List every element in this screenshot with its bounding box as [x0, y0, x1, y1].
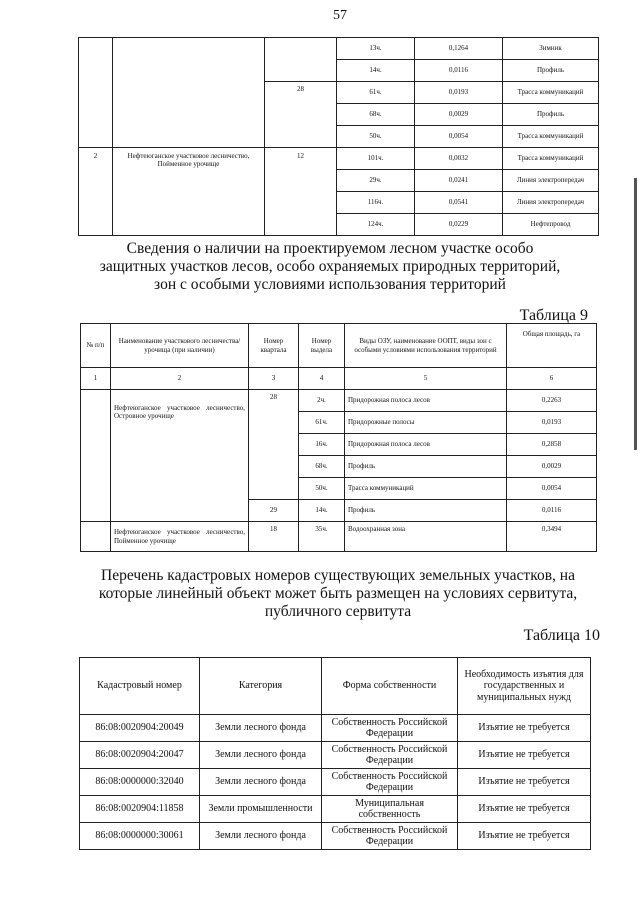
cell-plot: 61ч. [337, 82, 415, 104]
cell-category: Земли лесного фонда [200, 823, 322, 850]
cell-area: 0,2263 [507, 390, 597, 412]
header-cell: Кадастровый номер [80, 658, 200, 715]
table-row [79, 148, 599, 170]
cell-plot: 13ч. [337, 38, 415, 60]
cell-num [79, 38, 113, 148]
table9-header-row [81, 324, 597, 368]
scan-edge-line [634, 178, 637, 450]
cell-plot: 68ч. [337, 104, 415, 126]
cell-num [81, 522, 111, 552]
colnum-cell: 3 [249, 368, 299, 390]
table-row [80, 796, 591, 823]
cell-type: Профиль [345, 500, 507, 522]
cell-plot: 116ч. [337, 192, 415, 214]
page-number: 57 [333, 8, 347, 23]
cell-plot: 2ч. [299, 390, 345, 412]
header-cell: Номер выдела [299, 324, 345, 368]
cell-plot: 68ч. [299, 456, 345, 478]
cell-plot: 61ч. [299, 412, 345, 434]
cell-area: 0,1264 [415, 38, 503, 60]
cell-plot: 14ч. [337, 60, 415, 82]
section2-heading: Перечень кадастровых номеров существующих земельных участков, на которые линейный объект может быть размещен на условиях сервитута, публичного сервитута [98, 567, 578, 620]
cell-cadastral: 86:08:0000000:32040 [80, 769, 200, 796]
cell-area-name: Нефтеюганское участковое лесничество, Пойменное урочище [111, 522, 249, 552]
cell-plot: 50ч. [337, 126, 415, 148]
cell-area: 0,0116 [507, 500, 597, 522]
cell-area-name: Нефтеюганское участковое лесничество, Островное урочище [111, 390, 249, 522]
cell-need: Изъятие не требуется [458, 715, 591, 742]
cell-type: Трасса коммуникаций [345, 478, 507, 500]
table10-caption: Таблица 10 [523, 627, 600, 644]
cell-area: 0,0241 [415, 170, 503, 192]
cell-plot: 35ч. [299, 522, 345, 552]
cell-area-name: Нефтеюганское участковое лесничество, Пойменное урочище [113, 148, 265, 236]
cell-num: 2 [79, 148, 113, 236]
cell-plot: 29ч. [337, 170, 415, 192]
cell-quarter: 18 [249, 522, 299, 552]
cell-purpose: Линия электропередач [503, 170, 599, 192]
cell-area: 0,2858 [507, 434, 597, 456]
cell-num [81, 390, 111, 522]
table-row [80, 742, 591, 769]
colnum-cell: 2 [111, 368, 249, 390]
table-row [81, 390, 597, 412]
cell-category: Земли лесного фонда [200, 769, 322, 796]
cell-cadastral: 86:08:0000000:30061 [80, 823, 200, 850]
header-cell: № п/п [81, 324, 111, 368]
section1-heading: Сведения о наличии на проектируемом лесном участке особо защитных участков лесов, особо охраняемых природных территорий, зон с особыми условиями использования территорий [99, 240, 561, 293]
cell-need: Изъятие не требуется [458, 796, 591, 823]
cell-area: 0,0193 [507, 412, 597, 434]
cell-purpose: Профиль [503, 60, 599, 82]
cell-area: 0,0054 [507, 478, 597, 500]
cell-ownership: Собственность Российской Федерации [322, 769, 458, 796]
cell-area: 0,0032 [415, 148, 503, 170]
cell-type: Профиль [345, 456, 507, 478]
cell-quarter: 12 [265, 148, 337, 236]
cell-area-name [113, 38, 265, 148]
cell-need: Изъятие не требуется [458, 823, 591, 850]
header-cell: Наименование участкового лесничества/урочища (при наличии) [111, 324, 249, 368]
cell-need: Изъятие не требуется [458, 769, 591, 796]
cell-need: Изъятие не требуется [458, 742, 591, 769]
cell-area: 0,0116 [415, 60, 503, 82]
top-table [78, 37, 599, 236]
cell-purpose: Нефтепровод [503, 214, 599, 236]
cell-type: Придорожные полосы [345, 412, 507, 434]
cell-plot: 14ч. [299, 500, 345, 522]
cell-category: Земли промышленности [200, 796, 322, 823]
cell-area: 0,0029 [415, 104, 503, 126]
cell-ownership: Собственность Российской Федерации [322, 715, 458, 742]
cell-quarter: 28 [249, 390, 299, 500]
cell-purpose: Зимник [503, 38, 599, 60]
header-cell: Необходимость изъятия для государственных и муниципальных нужд [458, 658, 591, 715]
colnum-cell: 4 [299, 368, 345, 390]
cell-cadastral: 86:08:0020904:20049 [80, 715, 200, 742]
colnum-cell: 1 [81, 368, 111, 390]
cell-plot: 50ч. [299, 478, 345, 500]
table-row [80, 715, 591, 742]
table-row [81, 522, 597, 552]
colnum-cell: 5 [345, 368, 507, 390]
cell-quarter: 28 [265, 82, 337, 148]
table9-caption: Таблица 9 [519, 307, 588, 324]
cell-area: 0,0541 [415, 192, 503, 214]
cell-category: Земли лесного фонда [200, 742, 322, 769]
cell-purpose: Трасса коммуникаций [503, 126, 599, 148]
cell-plot: 16ч. [299, 434, 345, 456]
cell-purpose: Линия электропередач [503, 192, 599, 214]
table-row [79, 38, 599, 60]
cell-area: 0,0193 [415, 82, 503, 104]
cell-type: Придорожная полоса лесов [345, 434, 507, 456]
cell-area: 0,3494 [507, 522, 597, 552]
cell-ownership: Собственность Российской Федерации [322, 823, 458, 850]
cell-type: Придорожная полоса лесов [345, 390, 507, 412]
cell-purpose: Профиль [503, 104, 599, 126]
header-cell: Категория [200, 658, 322, 715]
header-cell: Общая площадь, га [507, 324, 597, 368]
cell-area: 0,0229 [415, 214, 503, 236]
header-cell: Номер квартала [249, 324, 299, 368]
header-cell: Форма собственности [322, 658, 458, 715]
table-row [80, 769, 591, 796]
cell-area: 0,0029 [507, 456, 597, 478]
colnum-cell: 6 [507, 368, 597, 390]
table9 [80, 323, 597, 552]
table-row [80, 823, 591, 850]
table9-colnum-row [81, 368, 597, 390]
cell-quarter [265, 38, 337, 82]
cell-ownership: Муниципальная собственность [322, 796, 458, 823]
cell-purpose: Трасса коммуникаций [503, 82, 599, 104]
cell-category: Земли лесного фонда [200, 715, 322, 742]
cell-quarter: 29 [249, 500, 299, 522]
table10 [79, 657, 591, 850]
table10-header-row [80, 658, 591, 715]
cell-ownership: Собственность Российской Федерации [322, 742, 458, 769]
cell-purpose: Трасса коммуникаций [503, 148, 599, 170]
cell-plot: 101ч. [337, 148, 415, 170]
cell-cadastral: 86:08:0020904:11858 [80, 796, 200, 823]
header-cell: Виды ОЗУ, наименование ООПТ, виды зон с особыми условиями использования территорий [345, 324, 507, 368]
cell-type: Водоохранная зона [345, 522, 507, 552]
cell-cadastral: 86:08:0020904:20047 [80, 742, 200, 769]
cell-area: 0,0054 [415, 126, 503, 148]
cell-plot: 124ч. [337, 214, 415, 236]
